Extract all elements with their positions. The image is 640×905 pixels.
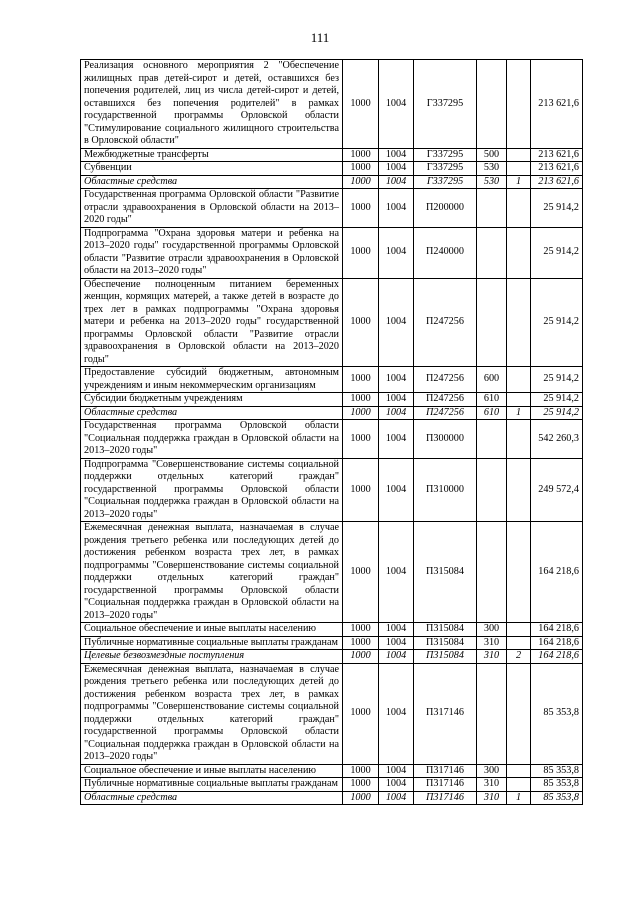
row-name-cell: Подпрограмма "Совершенствование системы социальной поддержки отдельных категорий граждан" государственной программы Орловской области "Социальная поддержка граждан в Орловской области на 2013–2020 годы" (81, 458, 343, 522)
target-article-cell: П247256 (414, 278, 477, 367)
target-article-cell: П240000 (414, 227, 477, 278)
target-article-cell: П200000 (414, 189, 477, 228)
funding-source-cell (507, 623, 531, 637)
funding-source-cell (507, 522, 531, 623)
page-number: 111 (310, 30, 330, 45)
funding-source-cell (507, 189, 531, 228)
subsection-cell: 1004 (379, 764, 414, 778)
row-name-cell: Предоставление субсидий бюджетным, автономным учреждениям и иным некоммерческим организациям (81, 367, 343, 393)
table-row (81, 60, 583, 149)
budget-table (80, 59, 583, 805)
amount-cell: 85 353,8 (531, 764, 583, 778)
target-article-cell: Г337295 (414, 175, 477, 189)
row-name-cell: Областные средства (81, 406, 343, 420)
subsection-cell: 1004 (379, 162, 414, 176)
subsection-cell: 1004 (379, 420, 414, 459)
expense-type-cell: 530 (477, 175, 507, 189)
row-name-cell: Субвенции (81, 162, 343, 176)
target-article-cell: П247256 (414, 406, 477, 420)
section-cell: 1000 (343, 420, 379, 459)
table-row (81, 227, 583, 278)
amount-cell: 164 218,6 (531, 636, 583, 650)
amount-cell: 25 914,2 (531, 367, 583, 393)
expense-type-cell (477, 189, 507, 228)
funding-source-cell (507, 420, 531, 459)
table-row (81, 406, 583, 420)
funding-source-cell (507, 764, 531, 778)
funding-source-cell: 1 (507, 406, 531, 420)
target-article-cell: Г337295 (414, 148, 477, 162)
section-cell: 1000 (343, 650, 379, 664)
row-name-cell: Социальное обеспечение и иные выплаты населению (81, 764, 343, 778)
amount-cell: 25 914,2 (531, 189, 583, 228)
funding-source-cell (507, 278, 531, 367)
row-name-cell: Межбюджетные трансферты (81, 148, 343, 162)
amount-cell: 213 621,6 (531, 175, 583, 189)
row-name-cell: Социальное обеспечение и иные выплаты населению (81, 623, 343, 637)
table-row (81, 175, 583, 189)
target-article-cell: П247256 (414, 367, 477, 393)
funding-source-cell: 2 (507, 650, 531, 664)
subsection-cell: 1004 (379, 278, 414, 367)
table-row (81, 278, 583, 367)
expense-type-cell: 300 (477, 764, 507, 778)
expense-type-cell: 310 (477, 636, 507, 650)
amount-cell: 213 621,6 (531, 60, 583, 149)
subsection-cell: 1004 (379, 406, 414, 420)
table-row (81, 791, 583, 805)
row-name-cell: Ежемесячная денежная выплата, назначаемая в случае рождения третьего ребенка или последующих детей до достижения ребенком возраста трех лет, в рамках подпрограммы "Совершенствование системы социальной поддержки отдельных категорий граждан" государственной программы Орловской области "Социальная поддержка граждан в Орловской области на 2013–2020 годы" (81, 663, 343, 764)
table-row (81, 522, 583, 623)
row-name-cell: Ежемесячная денежная выплата, назначаемая в случае рождения третьего ребенка или последующих детей до достижения ребенком возраста трех лет, в рамках подпрограммы "Совершенствование системы социальной поддержки отдельных категорий граждан" государственной программы Орловской области "Социальная поддержка граждан в Орловской области на 2013–2020 годы" (81, 522, 343, 623)
section-cell: 1000 (343, 175, 379, 189)
amount-cell: 85 353,8 (531, 791, 583, 805)
funding-source-cell (507, 636, 531, 650)
amount-cell: 164 218,6 (531, 623, 583, 637)
section-cell: 1000 (343, 367, 379, 393)
expense-type-cell (477, 278, 507, 367)
subsection-cell: 1004 (379, 458, 414, 522)
expense-type-cell: 300 (477, 623, 507, 637)
expense-type-cell: 600 (477, 367, 507, 393)
section-cell: 1000 (343, 189, 379, 228)
expense-type-cell (477, 420, 507, 459)
funding-source-cell (507, 663, 531, 764)
table-row (81, 148, 583, 162)
section-cell: 1000 (343, 406, 379, 420)
section-cell: 1000 (343, 148, 379, 162)
table-row (81, 623, 583, 637)
section-cell: 1000 (343, 60, 379, 149)
subsection-cell: 1004 (379, 522, 414, 623)
target-article-cell: П317146 (414, 791, 477, 805)
amount-cell: 85 353,8 (531, 663, 583, 764)
section-cell: 1000 (343, 278, 379, 367)
section-cell: 1000 (343, 227, 379, 278)
target-article-cell: П310000 (414, 458, 477, 522)
section-cell: 1000 (343, 393, 379, 407)
row-name-cell: Публичные нормативные социальные выплаты гражданам (81, 778, 343, 792)
target-article-cell: П247256 (414, 393, 477, 407)
amount-cell: 164 218,6 (531, 650, 583, 664)
amount-cell: 164 218,6 (531, 522, 583, 623)
funding-source-cell: 1 (507, 175, 531, 189)
table-row (81, 778, 583, 792)
amount-cell: 25 914,2 (531, 393, 583, 407)
table-row (81, 420, 583, 459)
row-name-cell: Подпрограмма "Охрана здоровья матери и ребенка на 2013–2020 годы" государственной программы Орловской области "Развитие отрасли здравоохранения в Орловской области на 2013–2020 годы" (81, 227, 343, 278)
row-name-cell: Государственная программа Орловской области "Развитие отрасли здравоохранения в Орловской области на 2013–2020 годы" (81, 189, 343, 228)
section-cell: 1000 (343, 623, 379, 637)
funding-source-cell (507, 458, 531, 522)
expense-type-cell: 610 (477, 393, 507, 407)
target-article-cell: П315084 (414, 636, 477, 650)
section-cell: 1000 (343, 778, 379, 792)
amount-cell: 249 572,4 (531, 458, 583, 522)
section-cell: 1000 (343, 458, 379, 522)
section-cell: 1000 (343, 522, 379, 623)
row-name-cell: Областные средства (81, 791, 343, 805)
row-name-cell: Областные средства (81, 175, 343, 189)
row-name-cell: Публичные нормативные социальные выплаты гражданам (81, 636, 343, 650)
subsection-cell: 1004 (379, 393, 414, 407)
section-cell: 1000 (343, 764, 379, 778)
expense-type-cell (477, 663, 507, 764)
table-row (81, 764, 583, 778)
target-article-cell: Г337295 (414, 162, 477, 176)
table-row (81, 162, 583, 176)
subsection-cell: 1004 (379, 791, 414, 805)
expense-type-cell: 310 (477, 791, 507, 805)
funding-source-cell (507, 393, 531, 407)
amount-cell: 25 914,2 (531, 227, 583, 278)
subsection-cell: 1004 (379, 663, 414, 764)
expense-type-cell: 500 (477, 148, 507, 162)
amount-cell: 542 260,3 (531, 420, 583, 459)
subsection-cell: 1004 (379, 227, 414, 278)
subsection-cell: 1004 (379, 60, 414, 149)
target-article-cell: П317146 (414, 778, 477, 792)
funding-source-cell (507, 162, 531, 176)
table-row (81, 393, 583, 407)
subsection-cell: 1004 (379, 636, 414, 650)
funding-source-cell: 1 (507, 791, 531, 805)
subsection-cell: 1004 (379, 650, 414, 664)
funding-source-cell (507, 227, 531, 278)
target-article-cell: Г337295 (414, 60, 477, 149)
table-row (81, 458, 583, 522)
row-name-cell: Субсидии бюджетным учреждениям (81, 393, 343, 407)
amount-cell: 213 621,6 (531, 162, 583, 176)
amount-cell: 213 621,6 (531, 148, 583, 162)
subsection-cell: 1004 (379, 148, 414, 162)
section-cell: 1000 (343, 162, 379, 176)
row-name-cell: Государственная программа Орловской области "Социальная поддержка граждан в Орловской области на 2013–2020 годы" (81, 420, 343, 459)
funding-source-cell (507, 148, 531, 162)
row-name-cell: Реализация основного мероприятия 2 "Обеспечение жилищных прав детей-сирот и детей, оставшихся без попечения родителей, лиц из числа детей-сирот и детей, оставшихся без попечения родителей" в рамках государственной программы Орловской области "Стимулирование социального жилищного строительства в Орловской области" (81, 60, 343, 149)
target-article-cell: П300000 (414, 420, 477, 459)
expense-type-cell (477, 458, 507, 522)
expense-type-cell (477, 60, 507, 149)
target-article-cell: П315084 (414, 623, 477, 637)
funding-source-cell (507, 60, 531, 149)
table-row (81, 367, 583, 393)
expense-type-cell: 530 (477, 162, 507, 176)
subsection-cell: 1004 (379, 189, 414, 228)
subsection-cell: 1004 (379, 778, 414, 792)
section-cell: 1000 (343, 636, 379, 650)
section-cell: 1000 (343, 791, 379, 805)
funding-source-cell (507, 367, 531, 393)
expense-type-cell: 610 (477, 406, 507, 420)
expense-type-cell (477, 522, 507, 623)
target-article-cell: П315084 (414, 650, 477, 664)
expense-type-cell: 310 (477, 650, 507, 664)
target-article-cell: П315084 (414, 522, 477, 623)
table-row (81, 663, 583, 764)
amount-cell: 85 353,8 (531, 778, 583, 792)
target-article-cell: П317146 (414, 764, 477, 778)
subsection-cell: 1004 (379, 623, 414, 637)
table-row (81, 189, 583, 228)
row-name-cell: Обеспечение полноценным питанием беременных женщин, кормящих матерей, а также детей в возрасте до трех лет в рамках подпрограммы "Охрана здоровья матери и ребенка на 2013–2020 годы" государственной программы Орловской области "Развитие отрасли здравоохранения в Орловской области на 2013–2020 годы" (81, 278, 343, 367)
expense-type-cell (477, 227, 507, 278)
target-article-cell: П317146 (414, 663, 477, 764)
row-name-cell: Целевые безвозмездные поступления (81, 650, 343, 664)
section-cell: 1000 (343, 663, 379, 764)
funding-source-cell (507, 778, 531, 792)
subsection-cell: 1004 (379, 367, 414, 393)
table-row (81, 650, 583, 664)
expense-type-cell: 310 (477, 778, 507, 792)
subsection-cell: 1004 (379, 175, 414, 189)
amount-cell: 25 914,2 (531, 278, 583, 367)
table-row (81, 636, 583, 650)
amount-cell: 25 914,2 (531, 406, 583, 420)
